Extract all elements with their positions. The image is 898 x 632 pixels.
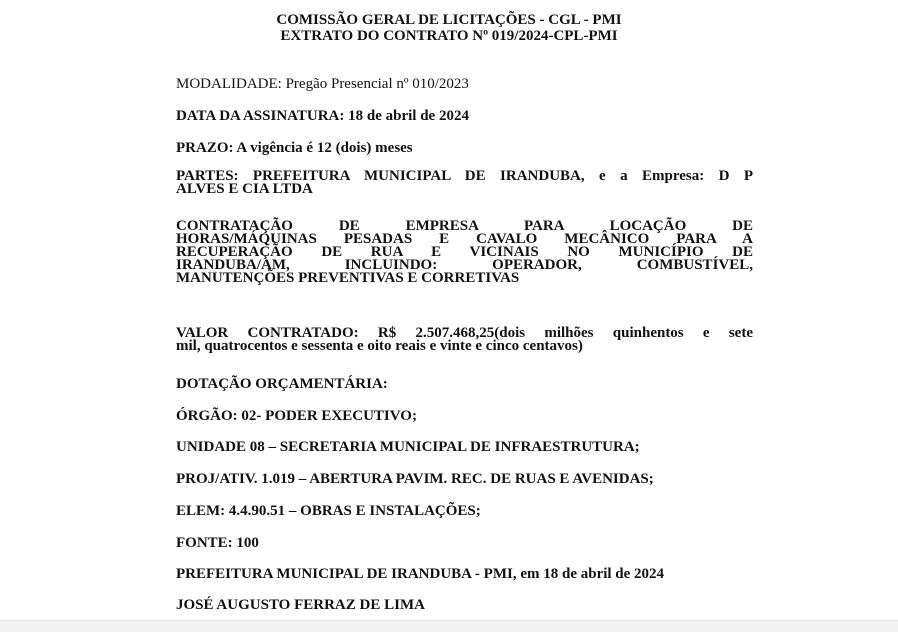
unidade-line: UNIDADE 08 – SECRETARIA MUNICIPAL DE INFRAESTRUTURA; [176, 439, 640, 455]
valor-line-1: VALOR CONTRATADO: R$ 2.507.468,25(dois milhões quinhentos e sete [176, 325, 753, 341]
objeto-paragraph [176, 220, 753, 285]
data-assinatura-line: DATA DA ASSINATURA: 18 de abril de 2024 [176, 108, 469, 124]
partes-line-1: PARTES: PREFEITURA MUNICIPAL DE IRANDUBA, e a Empresa: D P [176, 168, 753, 184]
proj-ativ-line: PROJ/ATIV. 1.019 – ABERTURA PAVIM. REC. DE RUAS E AVENIDAS; [176, 471, 654, 487]
modalidade-line: MODALIDADE: Pregão Presencial nº 010/2023 [176, 76, 469, 92]
valor-paragraph [176, 327, 753, 353]
local-data-line: PREFEITURA MUNICIPAL DE IRANDUBA - PMI, em 18 de abril de 2024 [176, 566, 665, 582]
objeto-line-4: IRANDUBA/AM, INCLUINDO: OPERADOR, COMBUSTÍVEL, [176, 257, 753, 273]
objeto-line-2: HORAS/MÁQUINAS PESADAS E CAVALO MECÂNICO PARA A [176, 231, 753, 247]
header-contract-extract-title: EXTRATO DO CONTRATO Nº 019/2024-CPL-PMI [280, 28, 618, 44]
objeto-line-5: MANUTENÇÕES PREVENTIVAS E CORRETIVAS [176, 270, 520, 286]
dotacao-line: DOTAÇÃO ORÇAMENTÁRIA: [176, 376, 388, 392]
orgao-line: ÓRGÃO: 02- PODER EXECUTIVO; [176, 408, 417, 424]
prazo-line: PRAZO: A vigência é 12 (dois) meses [176, 140, 413, 156]
valor-line-2: mil, quatrocentos e sessenta e oito reais e vinte e cinco centavos) [176, 338, 583, 354]
partes-line-2: ALVES E CIA LTDA [176, 181, 313, 197]
partes-paragraph [176, 170, 753, 196]
bottom-scrollbar-area[interactable] [0, 620, 898, 632]
fonte-line: FONTE: 100 [176, 535, 259, 551]
elem-line: ELEM: 4.4.90.51 – OBRAS E INSTALAÇÕES; [176, 503, 481, 519]
header-commission-title: COMISSÃO GERAL DE LICITAÇÕES - CGL - PMI [276, 12, 622, 28]
objeto-line-3: RECUPERAÇÃO DE RUA E VICINAIS NO MUNICÍPIO DE [176, 244, 753, 260]
objeto-line-1: CONTRATAÇÃO DE EMPRESA PARA LOCAÇÃO DE [176, 218, 753, 234]
signatario-line: JOSÉ AUGUSTO FERRAZ DE LIMA [176, 597, 425, 613]
